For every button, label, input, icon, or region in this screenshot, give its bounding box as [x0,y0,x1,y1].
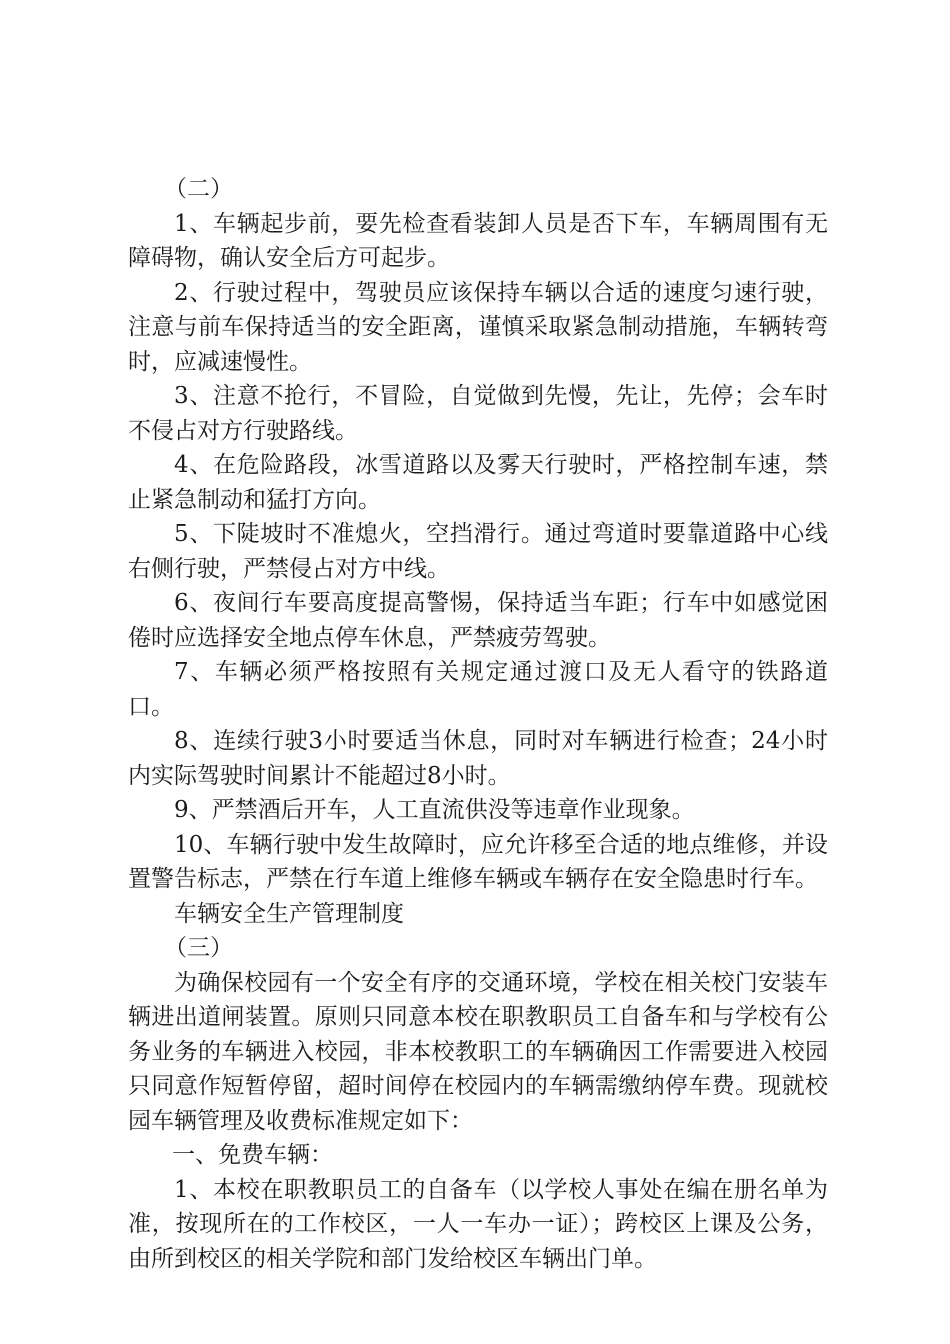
paragraph-item-2: 2、行驶过程中，驾驶员应该保持车辆以合适的速度匀速行驶，注意与前车保持适当的安全距离，谨慎采取紧急制动措施，车辆转弯时，应减速慢性。 [128,279,828,375]
document-title: 车辆安全生产管理制度 [174,900,404,927]
paragraph-item-10: 10、车辆行驶中发生故障时，应允许移至合适的地点维修，并设置警告标志，严禁在行车道上维修车辆或车辆存在安全隐患时行车。 [128,831,828,892]
document-body [128,172,828,1276]
section-intro-paragraph: 为确保校园有一个安全有序的交通环境，学校在相关校门安装车辆进出道闸装置。原则只同意本校在职教职员工自备车和与学校有公务业务的车辆进入校园，非本校教职工的车辆确因工作需要进入校园只同意作短暂停留，超时间停在校园内的车辆需缴纳停车费。现就校园车辆管理及收费标准规定如下： [128,969,828,1134]
paragraph-item-4: 4、在危险路段，冰雪道路以及雾天行驶时，严格控制车速，禁止紧急制动和猛打方向。 [128,452,828,513]
paragraph-item-3: 3、注意不抢行，不冒险，自觉做到先慢，先让，先停；会车时不侵占对方行驶路线。 [128,383,828,444]
paragraph-item-9: 9、严禁酒后开车，人工直流供没等违章作业现象。 [174,797,695,823]
paragraph-item-5: 5、下陡坡时不准熄火，空挡滑行。通过弯道时要靠道路中心线右侧行驶，严禁侵占对方中线。 [128,521,828,582]
paragraph-item-6: 6、夜间行车要高度提高警惕，保持适当车距；行车中如感觉困倦时应选择安全地点停车休息，严禁疲劳驾驶。 [128,590,828,651]
paragraph-item-1: 1、车辆起步前，要先检查看装卸人员是否下车，车辆周围有无障碍物，确认安全后方可起步。 [128,210,828,271]
subsection-paragraph-1: 1、本校在职教职员工的自备车（以学校人事处在编在册名单为准，按现所在的工作校区，一人一车办一证）；跨校区上课及公务，由所到校区的相关学院和部门发给校区车辆出门单。 [128,1176,828,1272]
paragraph-item-8: 8、连续行驶3小时要适当休息，同时对车辆进行检查；24小时内实际驾驶时间累计不能超过8小时。 [128,728,828,789]
subsection-heading: 一、免费车辆： [172,1142,333,1168]
paragraph-item-7: 7、车辆必须严格按照有关规定通过渡口及无人看守的铁路道口。 [128,659,828,720]
section-heading-2: （二） [164,176,233,202]
section-heading-3: （三） [164,935,233,961]
